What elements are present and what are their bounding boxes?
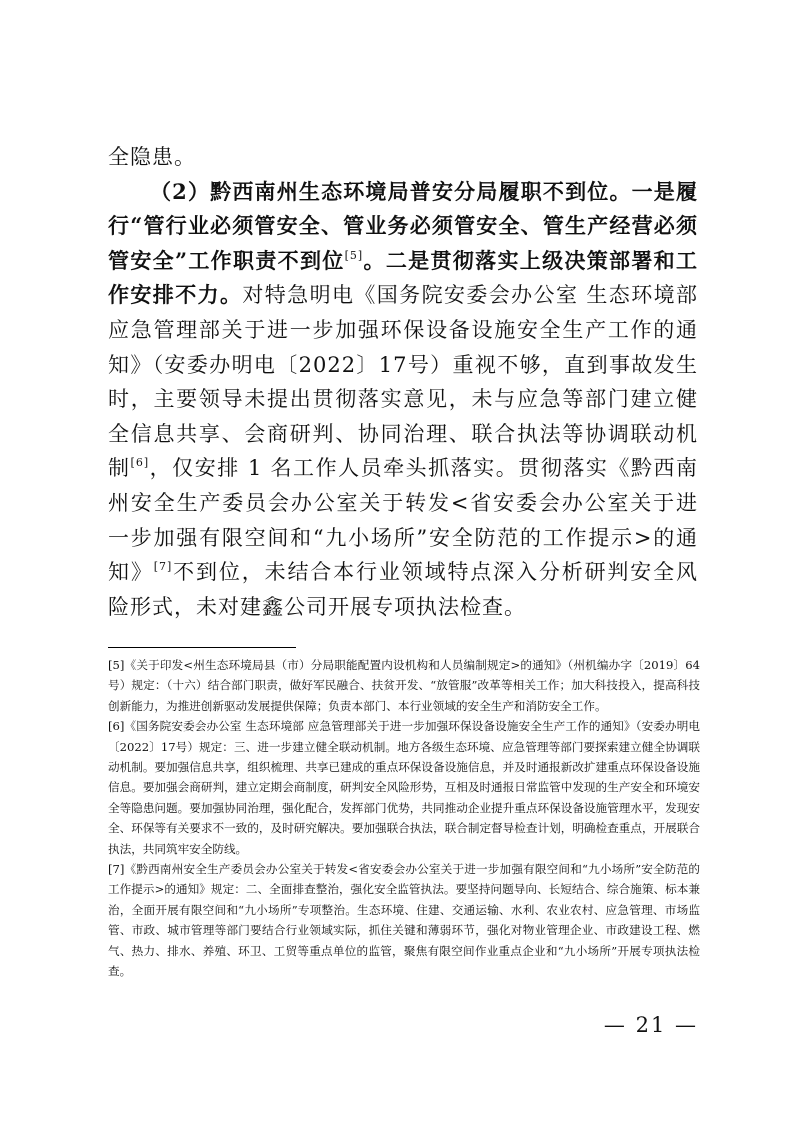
paragraph-continuation: 全隐患。 (108, 145, 196, 169)
footnote-6: [6]《国务院安委会办公室 生态环境部 应急管理部关于进一步加强环保设备设施安全生产工作的通知》（安委办明电〔2022〕17号）规定：三、进一步建立健全联动机制。地方各级生态环境、应急管理等部门要探索建立健全协调联动机制。要加强信息共享，组织梳理、共享已建成的重点环保设备设施信息，并及时通报新改扩建重点环保设备设施信息。要加强会商研判，建立定期会商制度，研判安全风险形势，互相及时通报日常监管中发现的生产安全和环境安全等隐患问题。要加强协同治理，强化配合，发挥部门优势，共同推动企业提升重点环保设备设施管理水平，发现安全、环保等有关要求不一致的，及时研究解决。要加强联合执法，联合制定督导检查计划，明确检查重点，开展联合执法，共同筑牢安全防线。 (108, 719, 700, 856)
body-text (108, 140, 698, 624)
paragraph-section-2 (108, 175, 698, 625)
paragraph-text-2: ，仅安排 1 名工作人员牵头抓落实。贯彻落实《黔西南州安全生产委员会办公室关于转发<省安委会办公室关于进一步加强有限空间和“九小场所”安全防范的工作提示>的通知》 (108, 456, 698, 585)
paragraph-text-3: 不到位，未结合本行业领域特点深入分析研判安全风险形式，未对建鑫公司开展专项执法检查。 (108, 560, 699, 619)
footnote-5: [5]《关于印发<州生态环境局县（市）分局职能配置内设机构和人员编制规定>的通知》（州机编办字〔2019〕64号）规定：（十六）结合部门职责，做好军民融合、扶贫开发、“放管服”改革等相关工作；加大科技投入，提高科技创新能力，为推进创新驱动发展提供保障；负责本部门、本行业领域的安全生产和消防安全工作。 (108, 658, 700, 713)
page-number: — 21 — (603, 1013, 698, 1037)
footnote-divider (108, 647, 296, 648)
bold-heading-2: 。二是贯彻落实上级决策部署和工作安排不力。 (108, 247, 698, 308)
footnote-7: [7]《黔西南州安全生产委员会办公室关于转发<省安委会办公室关于进一步加强有限空间和“九小场所”安全防范的工作提示>的通知》规定：二、全面排查整治，强化安全监管执法。要坚持问题导向、长短结合、综合施策、标本兼治，全面开展有限空间和“九小场所”专项整治。生态环境、住建、交通运输、水利、农业农村、应急管理、市场监管、市政、城市管理等部门要结合行业领域实际，抓住关键和薄弱环节，强化对物业管理企业、市政建设工程、燃气、热力、排水、养殖、环卫、工贸等重点单位的监管，聚焦有限空间作业重点企业和“九小场所”开展专项执法检查。 (108, 862, 700, 979)
footnotes (108, 655, 700, 982)
footnote-ref-5[interactable]: [5] (344, 248, 364, 262)
footnote-ref-7[interactable]: [7] (153, 560, 173, 574)
paragraph-text-1: 对特急明电《国务院安委会办公室 生态环境部 应急管理部关于进一步加强环保设备设施安全生产工作的通知》（安委办明电〔2022〕17号）重视不够，直到事故发生时，主要领导未提出贯彻落实意见，未与应急等部门建立健全信息共享、会商研判、协同治理、联合执法等协调联动机制 (108, 283, 698, 481)
footnote-ref-6[interactable]: [6] (130, 456, 150, 470)
bold-heading: （2）黔西南州生态环境局普安分局履职不到位。一是履行“管行业必须管安全、管业务必须管安全、管生产经营必须管安全”工作职责不到位 (108, 178, 698, 273)
